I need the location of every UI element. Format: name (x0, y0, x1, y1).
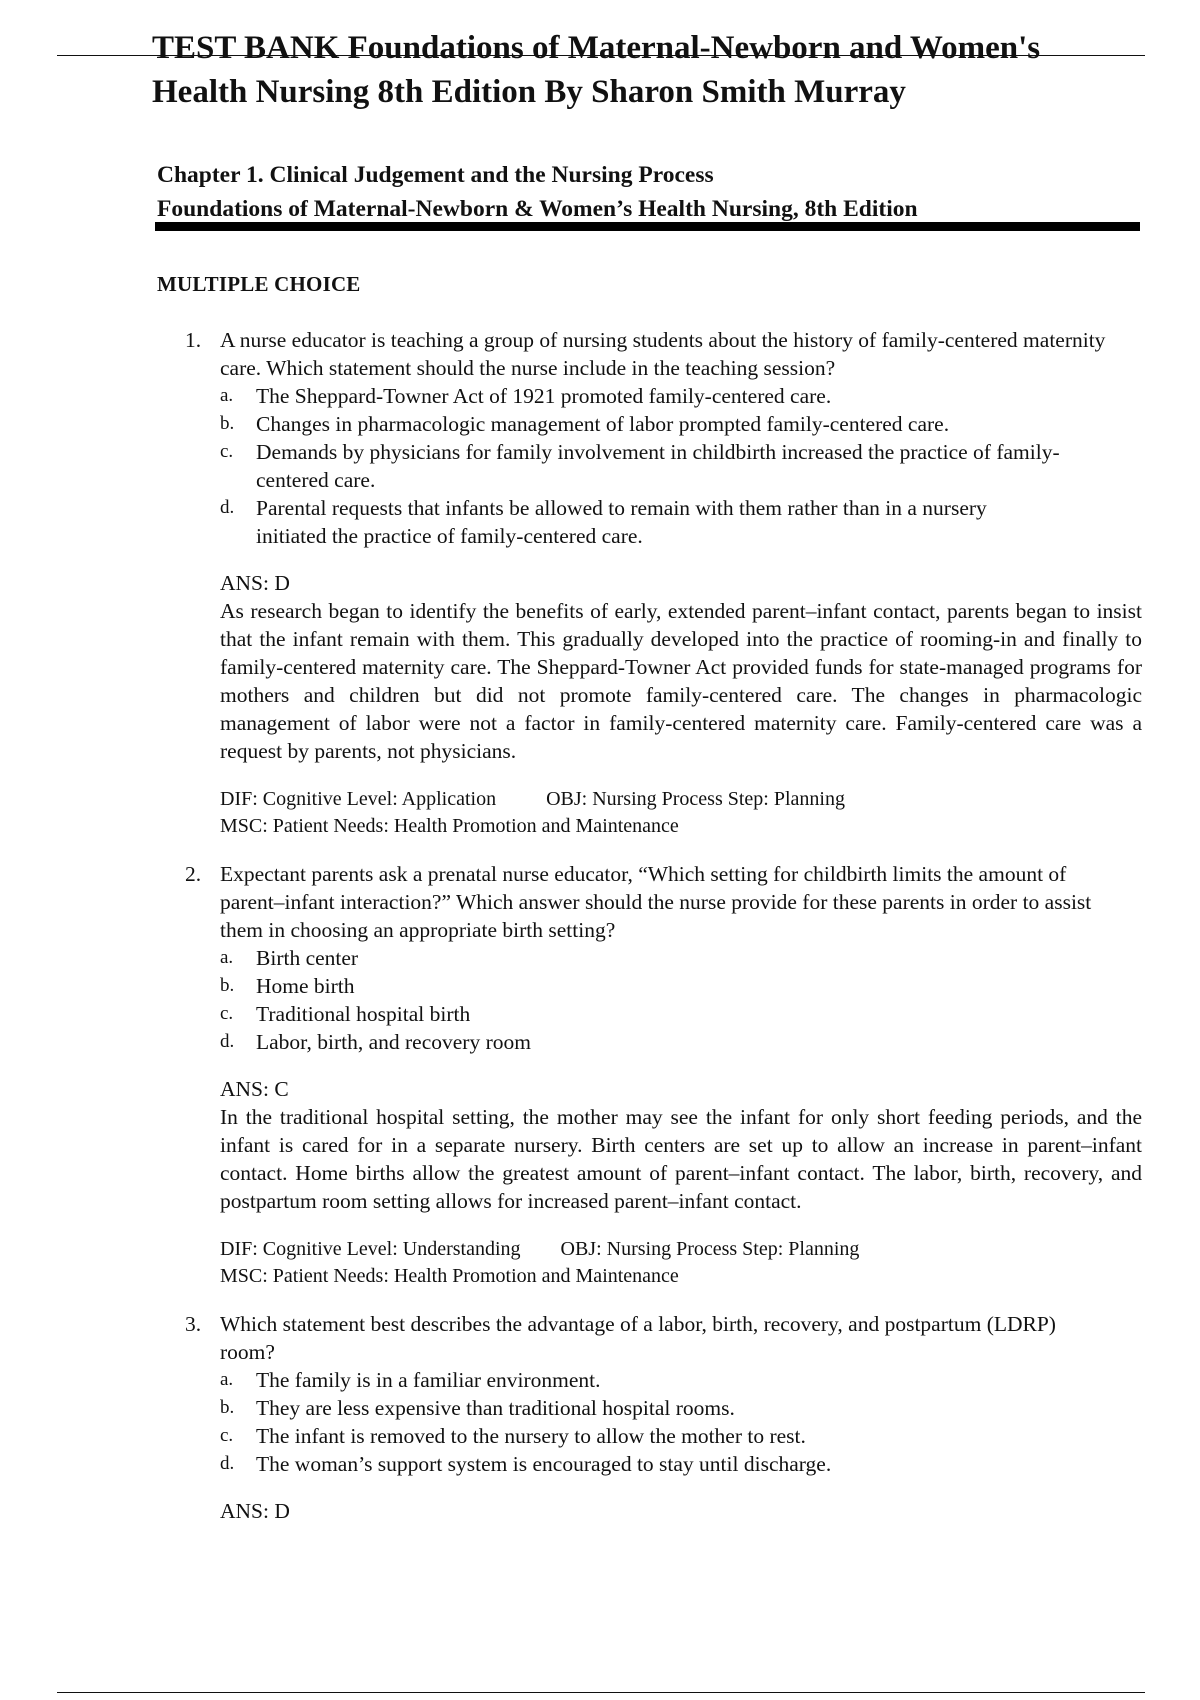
rationale: As research began to identify the benefits of early, extended parent–infant contact, parents began to insist that the infant remain with them. This gradually developed into the practice of rooming-in and finally to family-centered maternity care. The Sheppard-Towner Act provided funds for state-managed programs for mothers and children but did not promote family-centered care. The changes in pharmacologic management of labor were not a factor in family-centered maternity care. Family-centered care was a request by parents, not physicians. (220, 599, 1142, 763)
option-d (220, 1028, 1120, 1056)
option-text: The Sheppard-Towner Act of 1921 promoted family-centered care. (256, 384, 832, 408)
option-letter: a. (220, 947, 234, 968)
option-text: Labor, birth, and recovery room (256, 1030, 531, 1054)
question-3 (0, 1310, 1200, 1525)
difficulty-level: DIF: Cognitive Level: Understanding (220, 1238, 521, 1260)
question-number: 3. (185, 1312, 202, 1336)
option-d (220, 494, 1120, 550)
option-text: Demands by physicians for family involvement in childbirth increased the practice of family-centered care. (256, 440, 1060, 492)
option-c (220, 1000, 1120, 1028)
question-metadata (220, 786, 1200, 840)
option-letter: d. (220, 497, 235, 518)
document-title (152, 26, 1152, 114)
option-text: Birth center (256, 946, 359, 970)
option-b (220, 1394, 1120, 1422)
option-text: Changes in pharmacologic management of labor prompted family-centered care. (256, 412, 950, 436)
option-d (220, 1450, 1120, 1478)
question-stem: Expectant parents ask a prenatal nurse educator, “Which setting for childbirth limits the amount of parent–infant interaction?” Which answer should the nurse provide for these parents in order to assist them in choosing an appropriate birth setting? (220, 862, 1092, 942)
objective: OBJ: Nursing Process Step: Planning (546, 788, 845, 810)
answer-options (220, 944, 1120, 1056)
option-text: Parental requests that infants be allowed to remain with them rather than in a nursery initiated the practice of family-centered care. (256, 496, 987, 548)
bottom-rule (57, 1692, 1145, 1693)
option-text: The infant is removed to the nursery to allow the mother to rest. (256, 1424, 806, 1448)
book-title: Foundations of Maternal-Newborn & Women’s Health Nursing, 8th Edition (157, 196, 918, 222)
chapter-title: Chapter 1. Clinical Judgement and the Nursing Process (157, 162, 714, 188)
answer-key: ANS: D (220, 1499, 290, 1523)
option-c (220, 438, 1120, 494)
option-letter: a. (220, 385, 234, 406)
question-number: 1. (185, 328, 202, 352)
option-text: Traditional hospital birth (256, 1002, 471, 1026)
option-text: The family is in a familiar environment. (256, 1368, 601, 1392)
question-stem: Which statement best describes the advantage of a labor, birth, recovery, and postpartum (LDRP) room? (220, 1312, 1056, 1364)
patient-needs: MSC: Patient Needs: Health Promotion and Maintenance (220, 815, 679, 837)
patient-needs: MSC: Patient Needs: Health Promotion and Maintenance (220, 1265, 679, 1287)
title-line-1: TEST BANK Foundations of Maternal-Newborn and Women's (152, 30, 1041, 66)
option-a (220, 382, 1120, 410)
difficulty-level: DIF: Cognitive Level: Application (220, 788, 497, 810)
option-letter: c. (220, 1425, 234, 1446)
question-metadata (220, 1236, 1200, 1290)
question-2 (0, 860, 1200, 1290)
question-number: 2. (185, 862, 202, 886)
option-c (220, 1422, 1120, 1450)
option-letter: b. (220, 413, 235, 434)
answer-options (220, 382, 1120, 550)
section-heading: MULTIPLE CHOICE (157, 272, 361, 296)
option-letter: c. (220, 1003, 234, 1024)
option-letter: b. (220, 975, 235, 996)
rationale: In the traditional hospital setting, the mother may see the infant for only short feeding periods, and the infant is cared for in a separate nursery. Birth centers are set up to allow an increase in parent–infant contact. Home births allow the greatest amount of parent–infant contact. The labor, birth, recovery, and postpartum room setting allows for increased parent–infant contact. (220, 1105, 1142, 1213)
option-a (220, 1366, 1120, 1394)
answer-options (220, 1366, 1120, 1478)
objective: OBJ: Nursing Process Step: Planning (560, 1238, 860, 1260)
option-letter: d. (220, 1453, 235, 1474)
question-1 (0, 326, 1200, 840)
option-b (220, 410, 1120, 438)
option-text: The woman’s support system is encouraged to stay until discharge. (256, 1452, 832, 1476)
option-b (220, 972, 1120, 1000)
option-text: Home birth (256, 974, 355, 998)
question-stem: A nurse educator is teaching a group of nursing students about the history of family-centered maternity care. Which statement should the nurse include in the teaching session? (220, 328, 1106, 380)
header-divider (155, 222, 1140, 231)
option-letter: d. (220, 1031, 235, 1052)
answer-key: ANS: C (220, 1077, 289, 1101)
option-a (220, 944, 1120, 972)
option-letter: b. (220, 1397, 235, 1418)
chapter-header (157, 158, 1147, 226)
option-text: They are less expensive than traditional hospital rooms. (256, 1396, 735, 1420)
option-letter: c. (220, 441, 234, 462)
answer-key: ANS: D (220, 571, 290, 595)
title-line-2: Health Nursing 8th Edition By Sharon Smith Murray (152, 74, 906, 110)
option-letter: a. (220, 1369, 234, 1390)
